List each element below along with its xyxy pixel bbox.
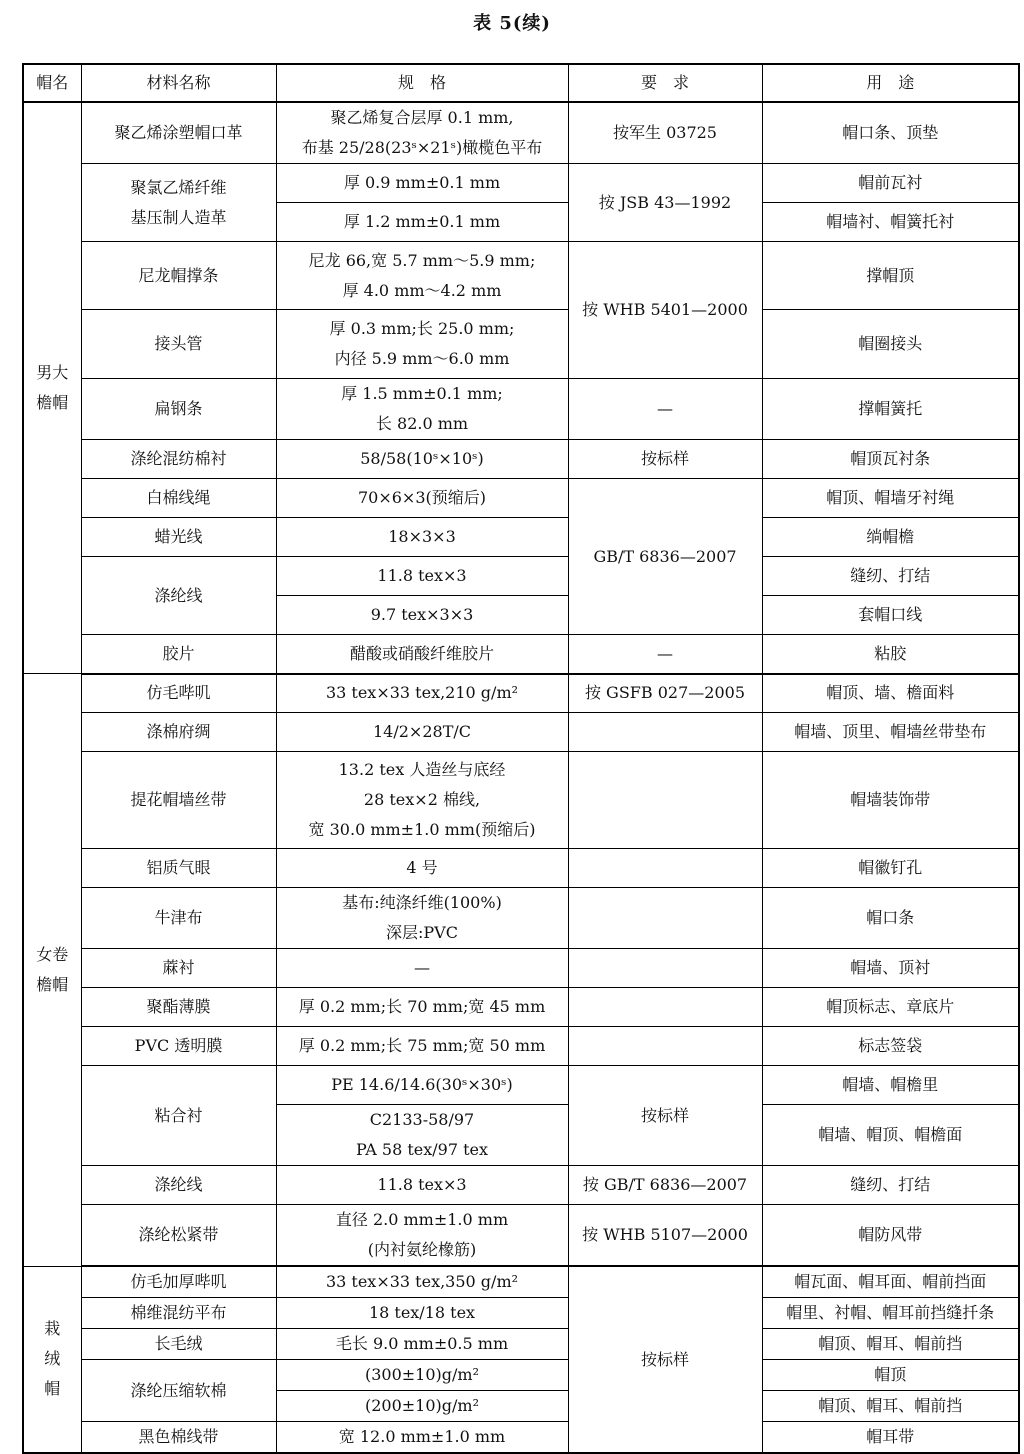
spec-cell: 33 tex×33 tex,350 g/m² <box>276 1266 568 1298</box>
material-name: 蔴衬 <box>81 949 276 988</box>
spec-cell: 宽 12.0 mm±1.0 mm <box>276 1422 568 1454</box>
material-name: 涤纶压缩软棉 <box>81 1360 276 1422</box>
usage-cell: 帽墙装饰带 <box>762 752 1019 849</box>
requirement-cell: 按标样 <box>568 1266 762 1453</box>
spec-cell: — <box>276 949 568 988</box>
requirement-cell <box>568 988 762 1027</box>
material-name: 尼龙帽撑条 <box>81 242 276 310</box>
table-row <box>23 379 1019 440</box>
spec-cell: 13.2 tex 人造丝与底经 28 tex×2 棉线, 宽 30.0 mm±1.0 mm(预缩后) <box>276 752 568 849</box>
material-name: 涤纶线 <box>81 557 276 635</box>
table-row <box>23 949 1019 988</box>
table-row <box>23 1298 1019 1329</box>
table-row <box>23 242 1019 310</box>
table-row <box>23 1205 1019 1267</box>
spec-cell: 厚 0.3 mm;长 25.0 mm; 内径 5.9 mm～6.0 mm <box>276 310 568 379</box>
material-name: 聚酯薄膜 <box>81 988 276 1027</box>
material-name: 聚乙烯涂塑帽口革 <box>81 102 276 164</box>
materials-table <box>22 63 1020 1454</box>
requirement-cell: — <box>568 635 762 674</box>
usage-cell: 帽顶、墙、檐面料 <box>762 674 1019 713</box>
table-row <box>23 674 1019 713</box>
usage-cell: 绱帽檐 <box>762 518 1019 557</box>
group-women-rolled-brim-cap <box>23 674 1019 1267</box>
spec-cell: 18 tex/18 tex <box>276 1298 568 1329</box>
spec-cell: 基布:纯涤纤维(100%) 深层:PVC <box>276 888 568 949</box>
table-row <box>23 102 1019 164</box>
spec-cell: 厚 0.2 mm;长 70 mm;宽 45 mm <box>276 988 568 1027</box>
cap-name-cell: 男大 檐帽 <box>23 102 81 674</box>
usage-cell: 帽耳带 <box>762 1422 1019 1454</box>
table-row <box>23 635 1019 674</box>
spec-cell: 毛长 9.0 mm±0.5 mm <box>276 1329 568 1360</box>
material-name: 涤纶线 <box>81 1166 276 1205</box>
usage-cell: 帽墙、顶里、帽墙丝带垫布 <box>762 713 1019 752</box>
usage-cell: 缝纫、打结 <box>762 557 1019 596</box>
material-name: PVC 透明膜 <box>81 1027 276 1066</box>
cap-name-cell: 女卷 檐帽 <box>23 674 81 1267</box>
cap-name-cell: 栽 绒 帽 <box>23 1266 81 1453</box>
table-row <box>23 1066 1019 1105</box>
material-name: 涤棉府绸 <box>81 713 276 752</box>
header-material-name: 材料名称 <box>81 64 276 102</box>
usage-cell: 帽墙、顶衬 <box>762 949 1019 988</box>
usage-cell: 帽顶、帽耳、帽前挡 <box>762 1329 1019 1360</box>
usage-cell: 套帽口线 <box>762 596 1019 635</box>
spec-cell: 尼龙 66,宽 5.7 mm～5.9 mm; 厚 4.0 mm～4.2 mm <box>276 242 568 310</box>
requirement-cell <box>568 713 762 752</box>
usage-cell: 撑帽顶 <box>762 242 1019 310</box>
spec-cell: 18×3×3 <box>276 518 568 557</box>
spec-cell: 厚 1.5 mm±0.1 mm; 长 82.0 mm <box>276 379 568 440</box>
material-name: 铝质气眼 <box>81 849 276 888</box>
table-row <box>23 1422 1019 1454</box>
table-row <box>23 752 1019 849</box>
table-row <box>23 310 1019 379</box>
spec-cell: 33 tex×33 tex,210 g/m² <box>276 674 568 713</box>
table-row <box>23 713 1019 752</box>
spec-cell: 9.7 tex×3×3 <box>276 596 568 635</box>
usage-cell: 帽口条、顶垫 <box>762 102 1019 164</box>
material-name: 仿毛加厚哔叽 <box>81 1266 276 1298</box>
table-row <box>23 1166 1019 1205</box>
usage-cell: 标志签袋 <box>762 1027 1019 1066</box>
table-row <box>23 1266 1019 1298</box>
material-name: 胶片 <box>81 635 276 674</box>
header-requirement: 要 求 <box>568 64 762 102</box>
requirement-cell: — <box>568 379 762 440</box>
material-name: 涤纶松紧带 <box>81 1205 276 1267</box>
spec-cell: 58/58(10ˢ×10ˢ) <box>276 440 568 479</box>
material-name: 仿毛哔叽 <box>81 674 276 713</box>
table-row <box>23 849 1019 888</box>
material-name: 涤纶混纺棉衬 <box>81 440 276 479</box>
usage-cell: 帽里、衬帽、帽耳前挡缝扦条 <box>762 1298 1019 1329</box>
spec-cell: 14/2×28T/C <box>276 713 568 752</box>
usage-cell: 帽徽钉孔 <box>762 849 1019 888</box>
table-caption: 表 5(续) <box>473 13 551 34</box>
spec-cell: (300±10)g/m² <box>276 1360 568 1391</box>
usage-cell: 帽瓦面、帽耳面、帽前挡面 <box>762 1266 1019 1298</box>
usage-cell: 帽顶 <box>762 1360 1019 1391</box>
header-row <box>23 64 1019 102</box>
table-row <box>23 440 1019 479</box>
requirement-cell: 按标样 <box>568 440 762 479</box>
group-men-peaked-cap <box>23 102 1019 674</box>
material-name: 提花帽墙丝带 <box>81 752 276 849</box>
requirement-cell: 按 WHB 5107—2000 <box>568 1205 762 1267</box>
requirement-cell <box>568 1027 762 1066</box>
requirement-cell: 按 WHB 5401—2000 <box>568 242 762 379</box>
spec-cell: 直径 2.0 mm±1.0 mm (内衬氨纶橡筋) <box>276 1205 568 1267</box>
requirement-cell: 按标样 <box>568 1066 762 1166</box>
requirement-cell: 按军生 03725 <box>568 102 762 164</box>
usage-cell: 帽防风带 <box>762 1205 1019 1267</box>
material-name: 聚氯乙烯纤维 基压制人造革 <box>81 164 276 242</box>
material-name: 棉维混纺平布 <box>81 1298 276 1329</box>
requirement-cell <box>568 888 762 949</box>
usage-cell: 帽口条 <box>762 888 1019 949</box>
header-cap-name: 帽名 <box>23 64 81 102</box>
usage-cell: 缝纫、打结 <box>762 1166 1019 1205</box>
group-pile-cap <box>23 1266 1019 1453</box>
usage-cell: 帽顶标志、章底片 <box>762 988 1019 1027</box>
spec-cell: 4 号 <box>276 849 568 888</box>
usage-cell: 帽圈接头 <box>762 310 1019 379</box>
table-row <box>23 557 1019 596</box>
requirement-cell: 按 JSB 43—1992 <box>568 164 762 242</box>
table-row <box>23 1360 1019 1391</box>
spec-cell: 70×6×3(预缩后) <box>276 479 568 518</box>
table-row <box>23 479 1019 518</box>
table-row <box>23 988 1019 1027</box>
material-name: 黑色棉线带 <box>81 1422 276 1454</box>
spec-cell: C2133-58/97 PA 58 tex/97 tex <box>276 1105 568 1166</box>
requirement-cell <box>568 849 762 888</box>
requirement-cell: GB/T 6836—2007 <box>568 479 762 635</box>
usage-cell: 帽顶、帽耳、帽前挡 <box>762 1391 1019 1422</box>
usage-cell: 粘胶 <box>762 635 1019 674</box>
usage-cell: 帽顶、帽墙牙衬绳 <box>762 479 1019 518</box>
spec-cell: 醋酸或硝酸纤维胶片 <box>276 635 568 674</box>
material-name: 牛津布 <box>81 888 276 949</box>
table-row <box>23 1027 1019 1066</box>
material-name: 接头管 <box>81 310 276 379</box>
material-name: 蜡光线 <box>81 518 276 557</box>
spec-cell: 聚乙烯复合层厚 0.1 mm, 布基 25/28(23ˢ×21ˢ)橄榄色平布 <box>276 102 568 164</box>
spec-cell: (200±10)g/m² <box>276 1391 568 1422</box>
spec-cell: 厚 1.2 mm±0.1 mm <box>276 203 568 242</box>
table-row <box>23 164 1019 203</box>
spec-cell: PE 14.6/14.6(30ˢ×30ˢ) <box>276 1066 568 1105</box>
spec-cell: 厚 0.9 mm±0.1 mm <box>276 164 568 203</box>
requirement-cell: 按 GSFB 027—2005 <box>568 674 762 713</box>
usage-cell: 帽顶瓦衬条 <box>762 440 1019 479</box>
usage-cell: 帽墙衬、帽簧托衬 <box>762 203 1019 242</box>
requirement-cell <box>568 949 762 988</box>
usage-cell: 撑帽簧托 <box>762 379 1019 440</box>
material-name: 长毛绒 <box>81 1329 276 1360</box>
header-usage: 用 途 <box>762 64 1019 102</box>
header-spec: 规 格 <box>276 64 568 102</box>
spec-cell: 11.8 tex×3 <box>276 1166 568 1205</box>
usage-cell: 帽墙、帽檐里 <box>762 1066 1019 1105</box>
usage-cell: 帽前瓦衬 <box>762 164 1019 203</box>
material-name: 粘合衬 <box>81 1066 276 1166</box>
usage-cell: 帽墙、帽顶、帽檐面 <box>762 1105 1019 1166</box>
spec-cell: 11.8 tex×3 <box>276 557 568 596</box>
requirement-cell <box>568 752 762 849</box>
material-name: 扁钢条 <box>81 379 276 440</box>
table-row <box>23 888 1019 949</box>
table-row <box>23 518 1019 557</box>
requirement-cell: 按 GB/T 6836—2007 <box>568 1166 762 1205</box>
spec-cell: 厚 0.2 mm;长 75 mm;宽 50 mm <box>276 1027 568 1066</box>
table-row <box>23 1329 1019 1360</box>
material-name: 白棉线绳 <box>81 479 276 518</box>
